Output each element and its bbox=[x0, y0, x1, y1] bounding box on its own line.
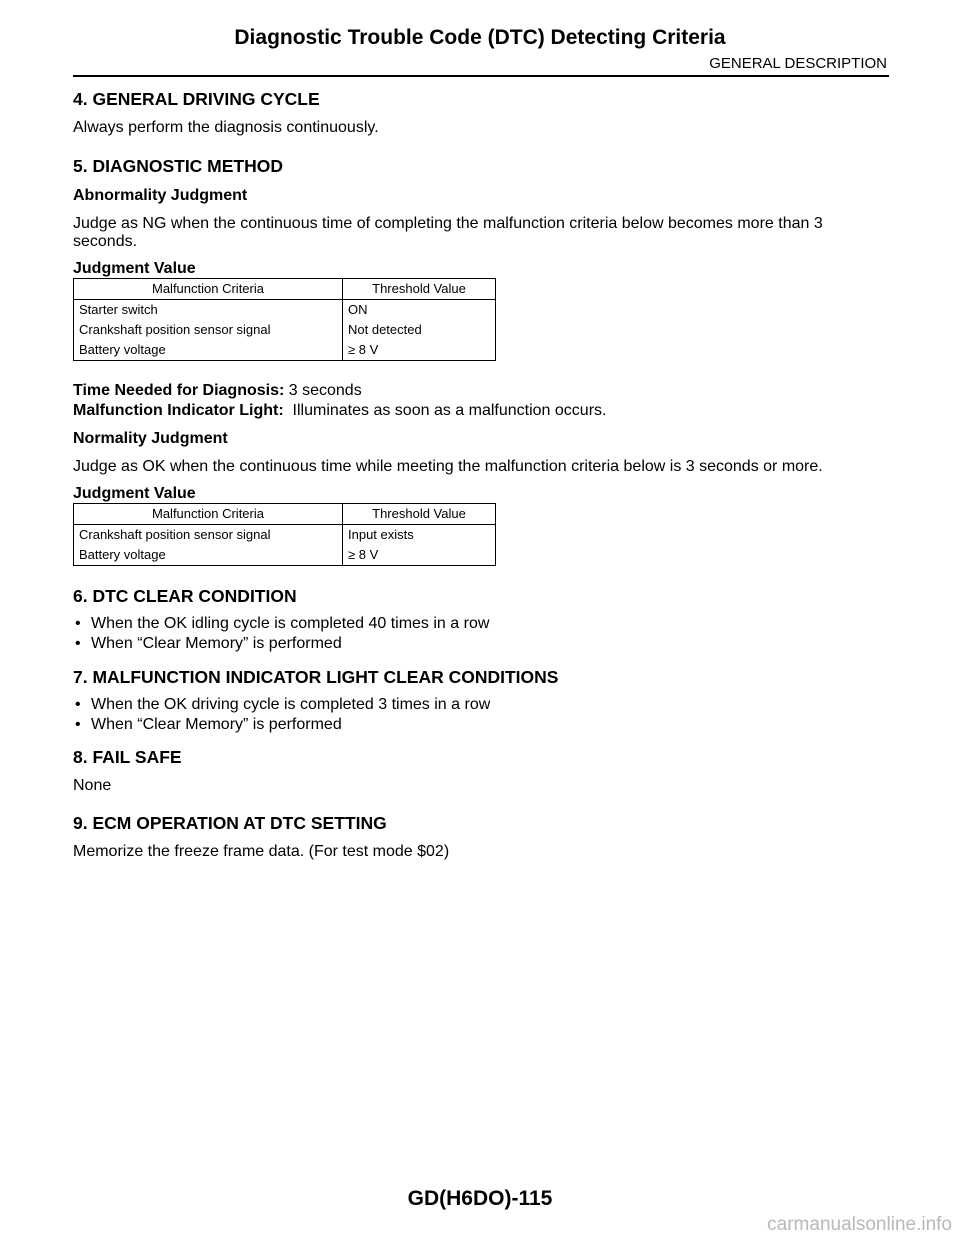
section-8-text: None bbox=[73, 777, 112, 794]
time-needed-line bbox=[73, 382, 889, 400]
normality-judgment-text: Judge as OK when the continuous time while meeting the malfunction criteria below is 3 seconds or more. bbox=[73, 458, 823, 475]
table-header-threshold: Threshold Value bbox=[343, 279, 496, 300]
threshold-cell: ≥ 8 V bbox=[348, 342, 379, 357]
table-header-criteria: Malfunction Criteria bbox=[74, 504, 343, 525]
abnormality-judgment-title: Abnormality Judgment bbox=[73, 187, 248, 204]
threshold-cell: ≥ 8 V bbox=[348, 547, 379, 562]
page-number: GD(H6DO)-115 bbox=[407, 1187, 553, 1210]
section-8-heading: 8. FAIL SAFE bbox=[73, 747, 182, 767]
criteria-cell: Battery voltage bbox=[74, 340, 343, 361]
header-divider bbox=[73, 75, 889, 77]
mil-value: Illuminates as soon as a malfunction occurs. bbox=[292, 402, 607, 419]
threshold-cell: Not detected bbox=[348, 322, 422, 337]
table-row bbox=[74, 525, 496, 546]
section-subtitle: GENERAL DESCRIPTION bbox=[709, 55, 887, 72]
section-4-text: Always perform the diagnosis continuously. bbox=[73, 119, 379, 136]
table-row bbox=[74, 545, 496, 566]
section-7-list bbox=[73, 695, 889, 735]
judgment-value-label: Judgment Value bbox=[73, 260, 196, 277]
section-7-heading: 7. MALFUNCTION INDICATOR LIGHT CLEAR CONDITIONS bbox=[73, 667, 559, 687]
table-row bbox=[74, 320, 496, 340]
list-item: • When “Clear Memory” is performed bbox=[73, 634, 889, 654]
criteria-cell: Starter switch bbox=[74, 300, 343, 321]
criteria-cell: Crankshaft position sensor signal bbox=[74, 525, 343, 546]
list-item: • When the OK idling cycle is completed 40 times in a row bbox=[73, 614, 889, 634]
section-5-heading: 5. DIAGNOSTIC METHOD bbox=[73, 156, 284, 176]
list-item: • When the OK driving cycle is completed 3 times in a row bbox=[73, 695, 889, 715]
section-9-heading: 9. ECM OPERATION AT DTC SETTING bbox=[73, 813, 387, 833]
table-row bbox=[74, 340, 496, 361]
table-header-threshold: Threshold Value bbox=[343, 504, 496, 525]
threshold-cell: ON bbox=[348, 302, 368, 317]
time-needed-label: Time Needed for Diagnosis: bbox=[73, 382, 285, 399]
table-header-criteria: Malfunction Criteria bbox=[74, 279, 343, 300]
section-6-list bbox=[73, 614, 889, 654]
document-body bbox=[73, 88, 889, 861]
threshold-cell: Input exists bbox=[348, 527, 414, 542]
section-9-text: Memorize the freeze frame data. (For test mode $02) bbox=[73, 843, 450, 860]
page-title: Diagnostic Trouble Code (DTC) Detecting Criteria bbox=[234, 26, 726, 49]
normality-criteria-table bbox=[73, 503, 496, 566]
abnormality-criteria-table bbox=[73, 278, 496, 361]
section-4-heading: 4. GENERAL DRIVING CYCLE bbox=[73, 89, 320, 109]
judgment-value-label: Judgment Value bbox=[73, 485, 196, 502]
list-item: • When “Clear Memory” is performed bbox=[73, 715, 889, 735]
table-row bbox=[74, 300, 496, 321]
mil-line bbox=[73, 402, 889, 420]
normality-judgment-title: Normality Judgment bbox=[73, 430, 228, 447]
watermark: carmanualsonline.info bbox=[767, 1214, 952, 1235]
mil-label: Malfunction Indicator Light: bbox=[73, 402, 284, 419]
criteria-cell: Battery voltage bbox=[74, 545, 343, 566]
section-6-heading: 6. DTC CLEAR CONDITION bbox=[73, 586, 297, 606]
abnormality-judgment-text: Judge as NG when the continuous time of completing the malfunction criteria below becomes more than 3 seconds. bbox=[73, 215, 823, 250]
time-needed-value: 3 seconds bbox=[288, 382, 362, 399]
criteria-cell: Crankshaft position sensor signal bbox=[74, 320, 343, 340]
